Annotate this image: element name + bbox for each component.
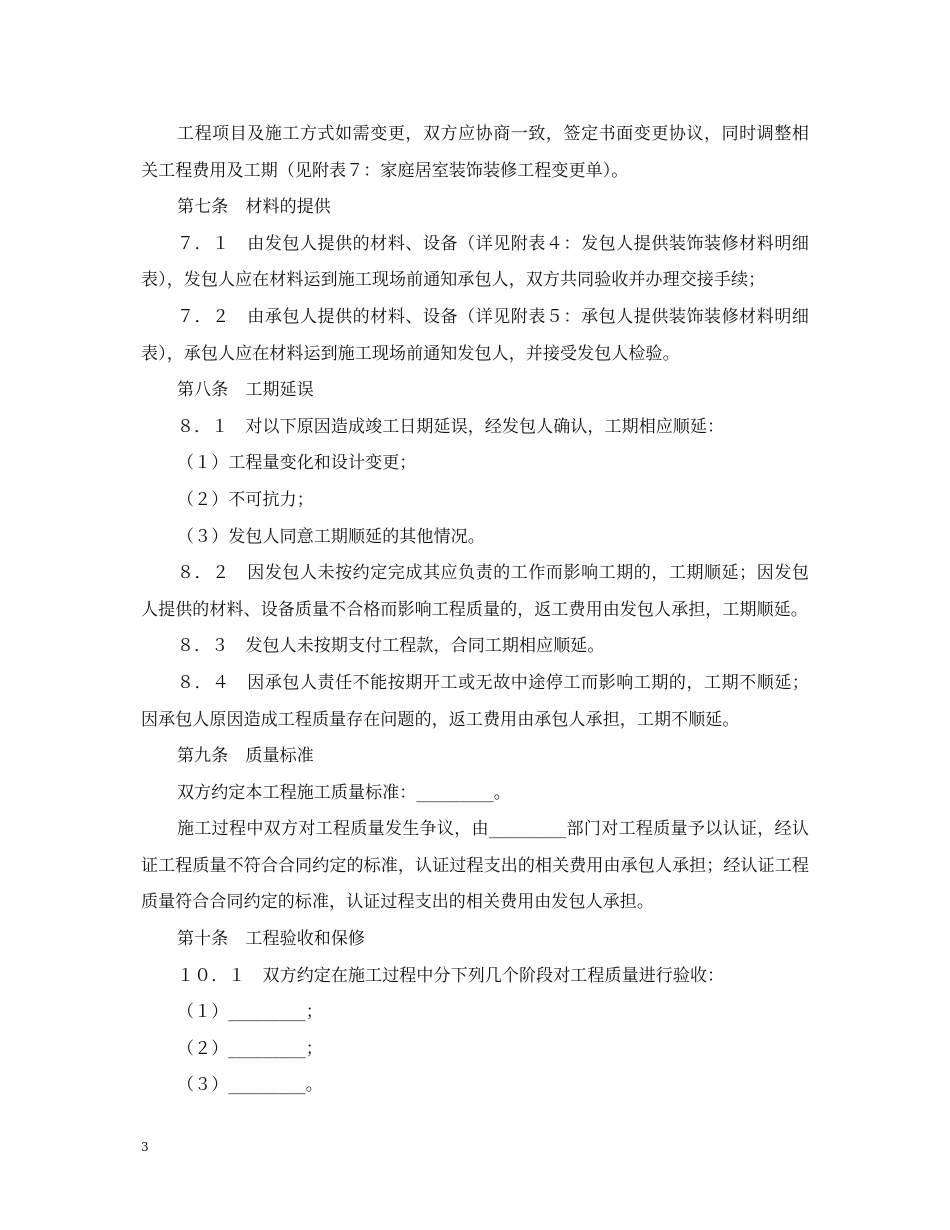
clause-8-1: ８．１ 对以下原因造成竣工日期延误，经发包人确认，工期相应顺延： (177, 416, 725, 437)
list-item-10-1-2: （２）_________； (177, 1038, 323, 1059)
article-7-heading: 第七条 材料的提供 (177, 197, 331, 218)
article-10-heading: 第十条 工程验收和保修 (177, 929, 366, 950)
clause-7-1: ７．１ 由发包人提供的材料、设备（详见附表４：发包人提供装饰装修材料明细表），发包人应在材料运到施工现场前通知承包人，双方共同验收并办理交接手续； (141, 233, 809, 291)
list-item-8-1-3: （３）发包人同意工期顺延的其他情况。 (177, 526, 485, 547)
clause-7-2: ７．２ 由承包人提供的材料、设备（详见附表５：承包人提供装饰装修材料明细表），承包人应在材料运到施工现场前通知发包人，并接受发包人检验。 (141, 306, 809, 364)
list-item-10-1-1: （１）_________； (177, 1002, 323, 1023)
quality-standard-line: 双方约定本工程施工质量标准：_________。 (177, 782, 511, 803)
clause-8-2: ８．２ 因发包人未按约定完成其应负责的工作而影响工期的，工期顺延；因发包人提供的材料、设备质量不合格而影响工程质量的，返工费用由发包人承担，工期顺延。 (141, 563, 809, 620)
page-number: 3 (141, 1140, 149, 1154)
clause-8-4: ８．４ 因承包人责任不能按期开工或无故中途停工而影响工期的，工期不顺延；因承包人原因造成工程质量存在问题的，返工费用由承包人承担，工期不顺延。 (141, 672, 809, 730)
list-item-8-1-1: （１）工程量变化和设计变更； (177, 453, 417, 474)
article-8-heading: 第八条 工期延误 (177, 380, 314, 401)
article-9-heading: 第九条 质量标准 (177, 746, 314, 767)
clause-10-1: １０．１ 双方约定在施工过程中分下列几个阶段对工程质量进行验收： (177, 965, 725, 986)
list-item-10-1-3: （３）_________。 (177, 1075, 323, 1096)
quality-dispute-paragraph: 施工过程中双方对工程质量发生争议，由_________部门对工程质量予以认证，经认证工程质量不符合合同约定的标准，认证过程支出的相关费用由承包人承担；经认证工程质量符合合同约定的标准，认证过程支出的相关费用由发包人承担。 (141, 819, 809, 913)
paragraph-change-terms: 工程项目及施工方式如需变更，双方应协商一致，签定书面变更协议，同时调整相关工程费用及工期（见附表７：家庭居室装饰装修工程变更单）。 (141, 124, 809, 181)
list-item-8-1-2: （２）不可抗力； (177, 489, 314, 510)
clause-8-3: ８．３ 发包人未按期支付工程款，合同工期相应顺延。 (177, 636, 605, 657)
document-body (141, 116, 809, 1104)
